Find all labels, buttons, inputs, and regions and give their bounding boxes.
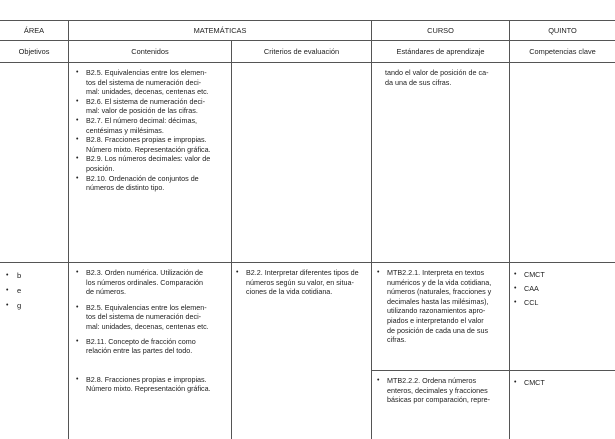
criterion-item: • B2.2. Interpretar diferentes tipos de números según su valor, en situa- ciones de la vida cotidiana. (236, 268, 370, 297)
row1-content-item: • B2.10. Ordenación de conjuntos de números de distinto tipo. (76, 174, 230, 193)
rule-col-4 (509, 20, 510, 439)
row1-estandar-continuation: tando el valor de posición de ca- da una de sus cifras. (385, 68, 489, 87)
header-course: CURSO (427, 26, 454, 35)
row2-estandar-2 (377, 376, 508, 405)
row2-estandar-1 (377, 268, 508, 345)
row2-contenidos (76, 268, 230, 394)
objective-item: • g (6, 298, 66, 313)
row2-content-item: • B2.8. Fracciones propias e impropias. Número mixto. Representación gráfica. (76, 375, 230, 394)
objective-item: • e (6, 283, 66, 298)
row1-content-item: • B2.7. El número decimal: décimas, centésimas y milésimas. (76, 116, 230, 135)
competence-item: • CAA (514, 282, 612, 296)
column-contenidos: Contenidos (131, 47, 169, 56)
row1-content-item: • B2.8. Fracciones propias e impropias. Número mixto. Representación gráfica. (76, 135, 230, 154)
column-objetivos: Objetivos (18, 47, 50, 56)
row2-content-item: • B2.3. Orden numérica. Utilización de los números ordinales. Comparación de números. (76, 268, 230, 297)
competence-item: • CMCT (514, 268, 612, 282)
column-competencias: Competencias clave (529, 47, 596, 56)
row2-criterios (236, 268, 370, 297)
row2-content-item: • B2.5. Equivalencias entre los elemen- tos del sistema de numeración deci- mal: unidades, decenas, centenas etc. (76, 303, 230, 332)
row2-competencias-2 (514, 376, 612, 390)
rule-col-1 (68, 20, 69, 439)
row1-content-item: • B2.6. El sistema de numeración deci- mal: valor de posición de las cifras. (76, 97, 230, 116)
row2-objetivos (6, 268, 66, 313)
standard-item: • MTB2.2.1. Interpreta en textos numéricos y de la vida cotidiana, números (naturales, fracciones y decimales hasta las milésimas), utilizando razonamientos apro- piados e interpretando el valor de posición de cada una de sus cifras. (377, 268, 508, 345)
rule-standard-split (371, 370, 615, 371)
standard-item: • MTB2.2.2. Ordena números enteros, decimales y fracciones básicas por comparación, repre- (377, 376, 508, 405)
column-criterios: Criterios de evaluación (263, 47, 340, 56)
row2-competencias-1 (514, 268, 612, 310)
rule-header-bottom (0, 62, 615, 63)
rule-col-2 (231, 40, 232, 439)
row1-content-item: • B2.9. Los números decimales: valor de posición. (76, 154, 230, 173)
column-estandares: Estándares de aprendizaje (396, 47, 485, 56)
row2-content-item: • B2.11. Concepto de fracción como relación entre las partes del todo. (76, 337, 230, 356)
objective-item: • b (6, 268, 66, 283)
competence-item: • CMCT (514, 376, 612, 390)
header-grade: QUINTO (548, 26, 577, 35)
header-subject: MATEMÁTICAS (193, 26, 247, 35)
row1-content-item: • B2.5. Equivalencias entre los elemen- tos del sistema de numeración deci- mal: unidades, decenas, centenas etc. (76, 68, 230, 97)
rule-row1-bottom (0, 262, 615, 263)
competence-item: • CCL (514, 296, 612, 310)
header-area: ÁREA (23, 26, 45, 35)
row1-contenidos (76, 68, 230, 193)
rule-col-3 (371, 20, 372, 439)
